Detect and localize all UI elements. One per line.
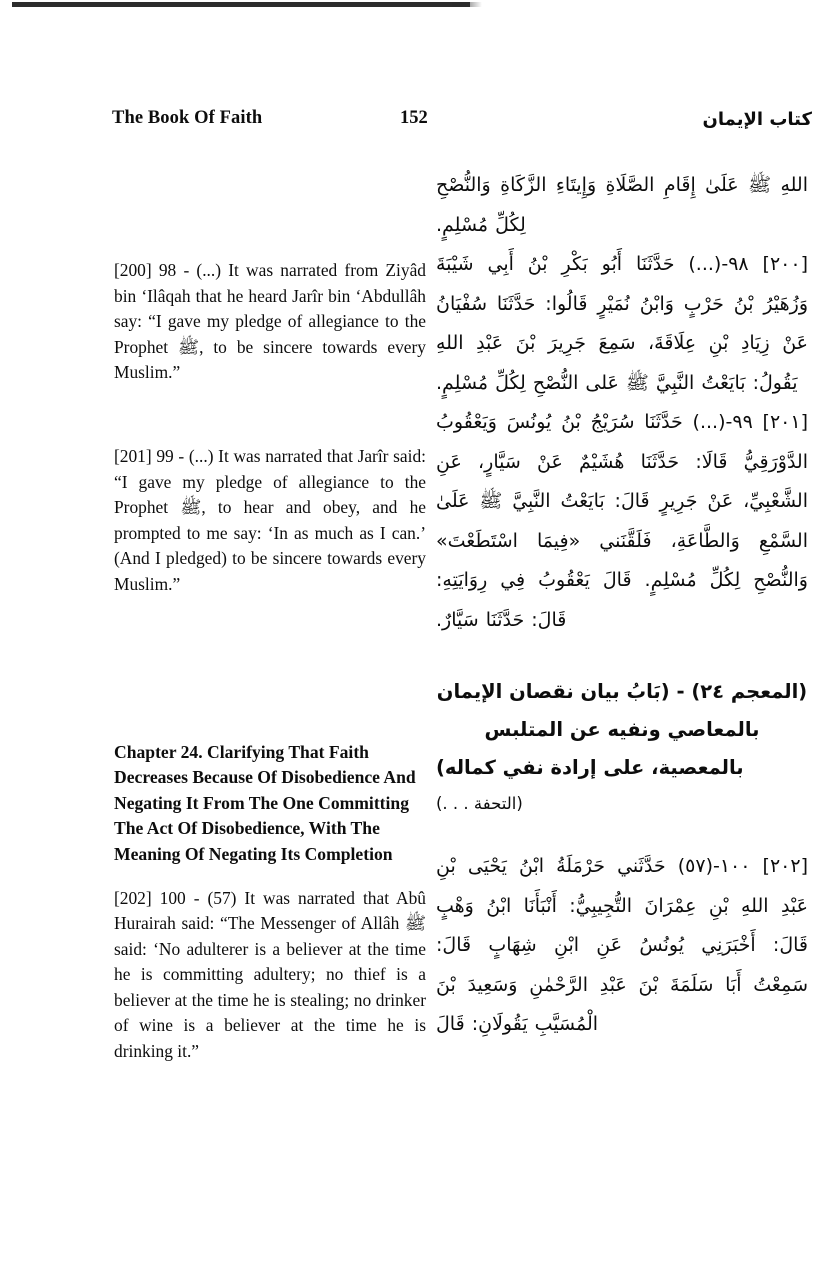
spacer xyxy=(114,628,426,740)
hadith-200-arabic: [٢٠٠] ٩٨-(...) حَدَّثَنَا أَبُو بَكْرِ بْنُ أَبِي شَيْبَةَ وَزُهَيْرُ بْنُ حَرْبٍ وَابْنُ نُمَيْرٍ قَالُوا: حَدَّثَنَا سُفْيَانُ عَنْ زِيَادِ بْنِ عِلَاقَةَ، سَمِعَ جَرِيرَ بْنَ عَبْدِ اللهِ يَقُولُ: بَايَعْتُ النَّبِيَّ ﷺ عَلى النُّصْحِ لِكُلِّ مُسْلِمٍ. xyxy=(436,253,808,394)
chapter-24-heading-english: Chapter 24. Clarifying That Faith Decreases Because Of Disobedience And Negating It From The One Committing The Act Of Disobedience, With The Meaning Of Negating Its Completion xyxy=(114,741,416,864)
header-book-title: The Book Of Faith xyxy=(112,108,263,128)
arabic-column xyxy=(436,166,808,1045)
english-column xyxy=(114,258,426,1065)
header-book-title-arabic: كتاب الإيمان xyxy=(702,109,812,130)
arabic-continuation-text: اللهِ ﷺ عَلَىٰ إِقَامِ الصَّلَاةِ وَإِيتَاءِ الزَّكَاةِ وَالنُّصْحِ لِكُلِّ مُسْلِمٍ. xyxy=(436,174,808,236)
hadith-201-english: [201] 99 - (...) It was narrated that Jarîr said: “I gave my pledge of allegiance to the Prophet ﷺ, to hear and obey, and he prompted to me say: ‘In as much as I can.’ (And I pledged) to be sincere towards every Muslim.” xyxy=(114,445,426,594)
spacer xyxy=(436,821,808,847)
hadith-201-arabic: [٢٠١] ٩٩-(...) حَدَّثَنَا سُرَيْجُ بْنُ يُونُسَ وَيَعْقُوبُ الدَّوْرَقِيُّ قَالَا: حَدَّثَنَا هُشَيْمٌ عَنْ سَيَّارٍ، عَنِ الشَّعْبِيِّ، عَنْ جَرِيرٍ قَالَ: بَايَعْتُ النَّبِيَّ ﷺ عَلَىٰ السَّمْعِ وَالطَّاعَةِ، فَلَقَّنَني «فِيمَا اسْتَطَعْتَ» وَالنُّصْحِ لِكُلِّ مُسْلِمٍ. قَالَ يَعْقُوبُ فِي رِوَايَتِهِ: قَالَ: حَدَّثَنَا سَيَّارٌ. xyxy=(436,411,808,631)
chapter-24-heading-arabic: (المعجم ٢٤) - (بَابُ بيان نقصان الإيمان بالمعاصي ونفيه عن المتلبس بالمعصية، على إرادة نفي كماله) xyxy=(436,680,808,779)
hadith-202-english: [202] 100 - (57) It was narrated that Abû Hurairah said: “The Messenger of Allâh ﷺ said: ‘No adulterer is a believer at the time he is committing adultery; no thief is a believer at the time he is stealing; no drinker of wine is a believer at the time he is drinking it.” xyxy=(114,887,426,1062)
scan-edge-fade-artifact xyxy=(452,2,482,7)
spacer xyxy=(114,416,426,444)
chapter-24-subreference-arabic: (التحفة . . .) xyxy=(436,794,523,813)
scan-edge-artifact xyxy=(12,2,470,7)
spacer xyxy=(114,878,426,886)
page-number: 152 xyxy=(400,108,428,128)
hadith-200-english: [200] 98 - (...) It was narrated from Ziyâd bin ‘Ilâqah that he heard Jarîr bin ‘Abdullâh say: “I gave my pledge of allegiance to the Prophet ﷺ, to be sincere towards every Muslim.” xyxy=(114,260,426,383)
running-header xyxy=(112,108,812,140)
hadith-202-arabic: [٢٠٢] ١٠٠-(٥٧) حَدَّثَني حَرْمَلَةُ ابْنُ يَحْيَى بْنِ عَبْدِ اللهِ بْنِ عِمْرَانَ التُّجِيبِيُّ: أَنْبَأَنَا ابْنُ وَهْبٍ قَالَ: أَخْبَرَنِي يُونُسُ عَنِ ابْنِ شِهَابٍ قَالَ: سَمِعْتُ أَبَا سَلَمَةَ بْنَ عَبْدِ الرَّحْمٰنِ وَسَعِيدَ بْنَ الْمُسَيَّبِ يَقُولَانِ: قَالَ xyxy=(436,855,808,1035)
spacer xyxy=(436,640,808,673)
